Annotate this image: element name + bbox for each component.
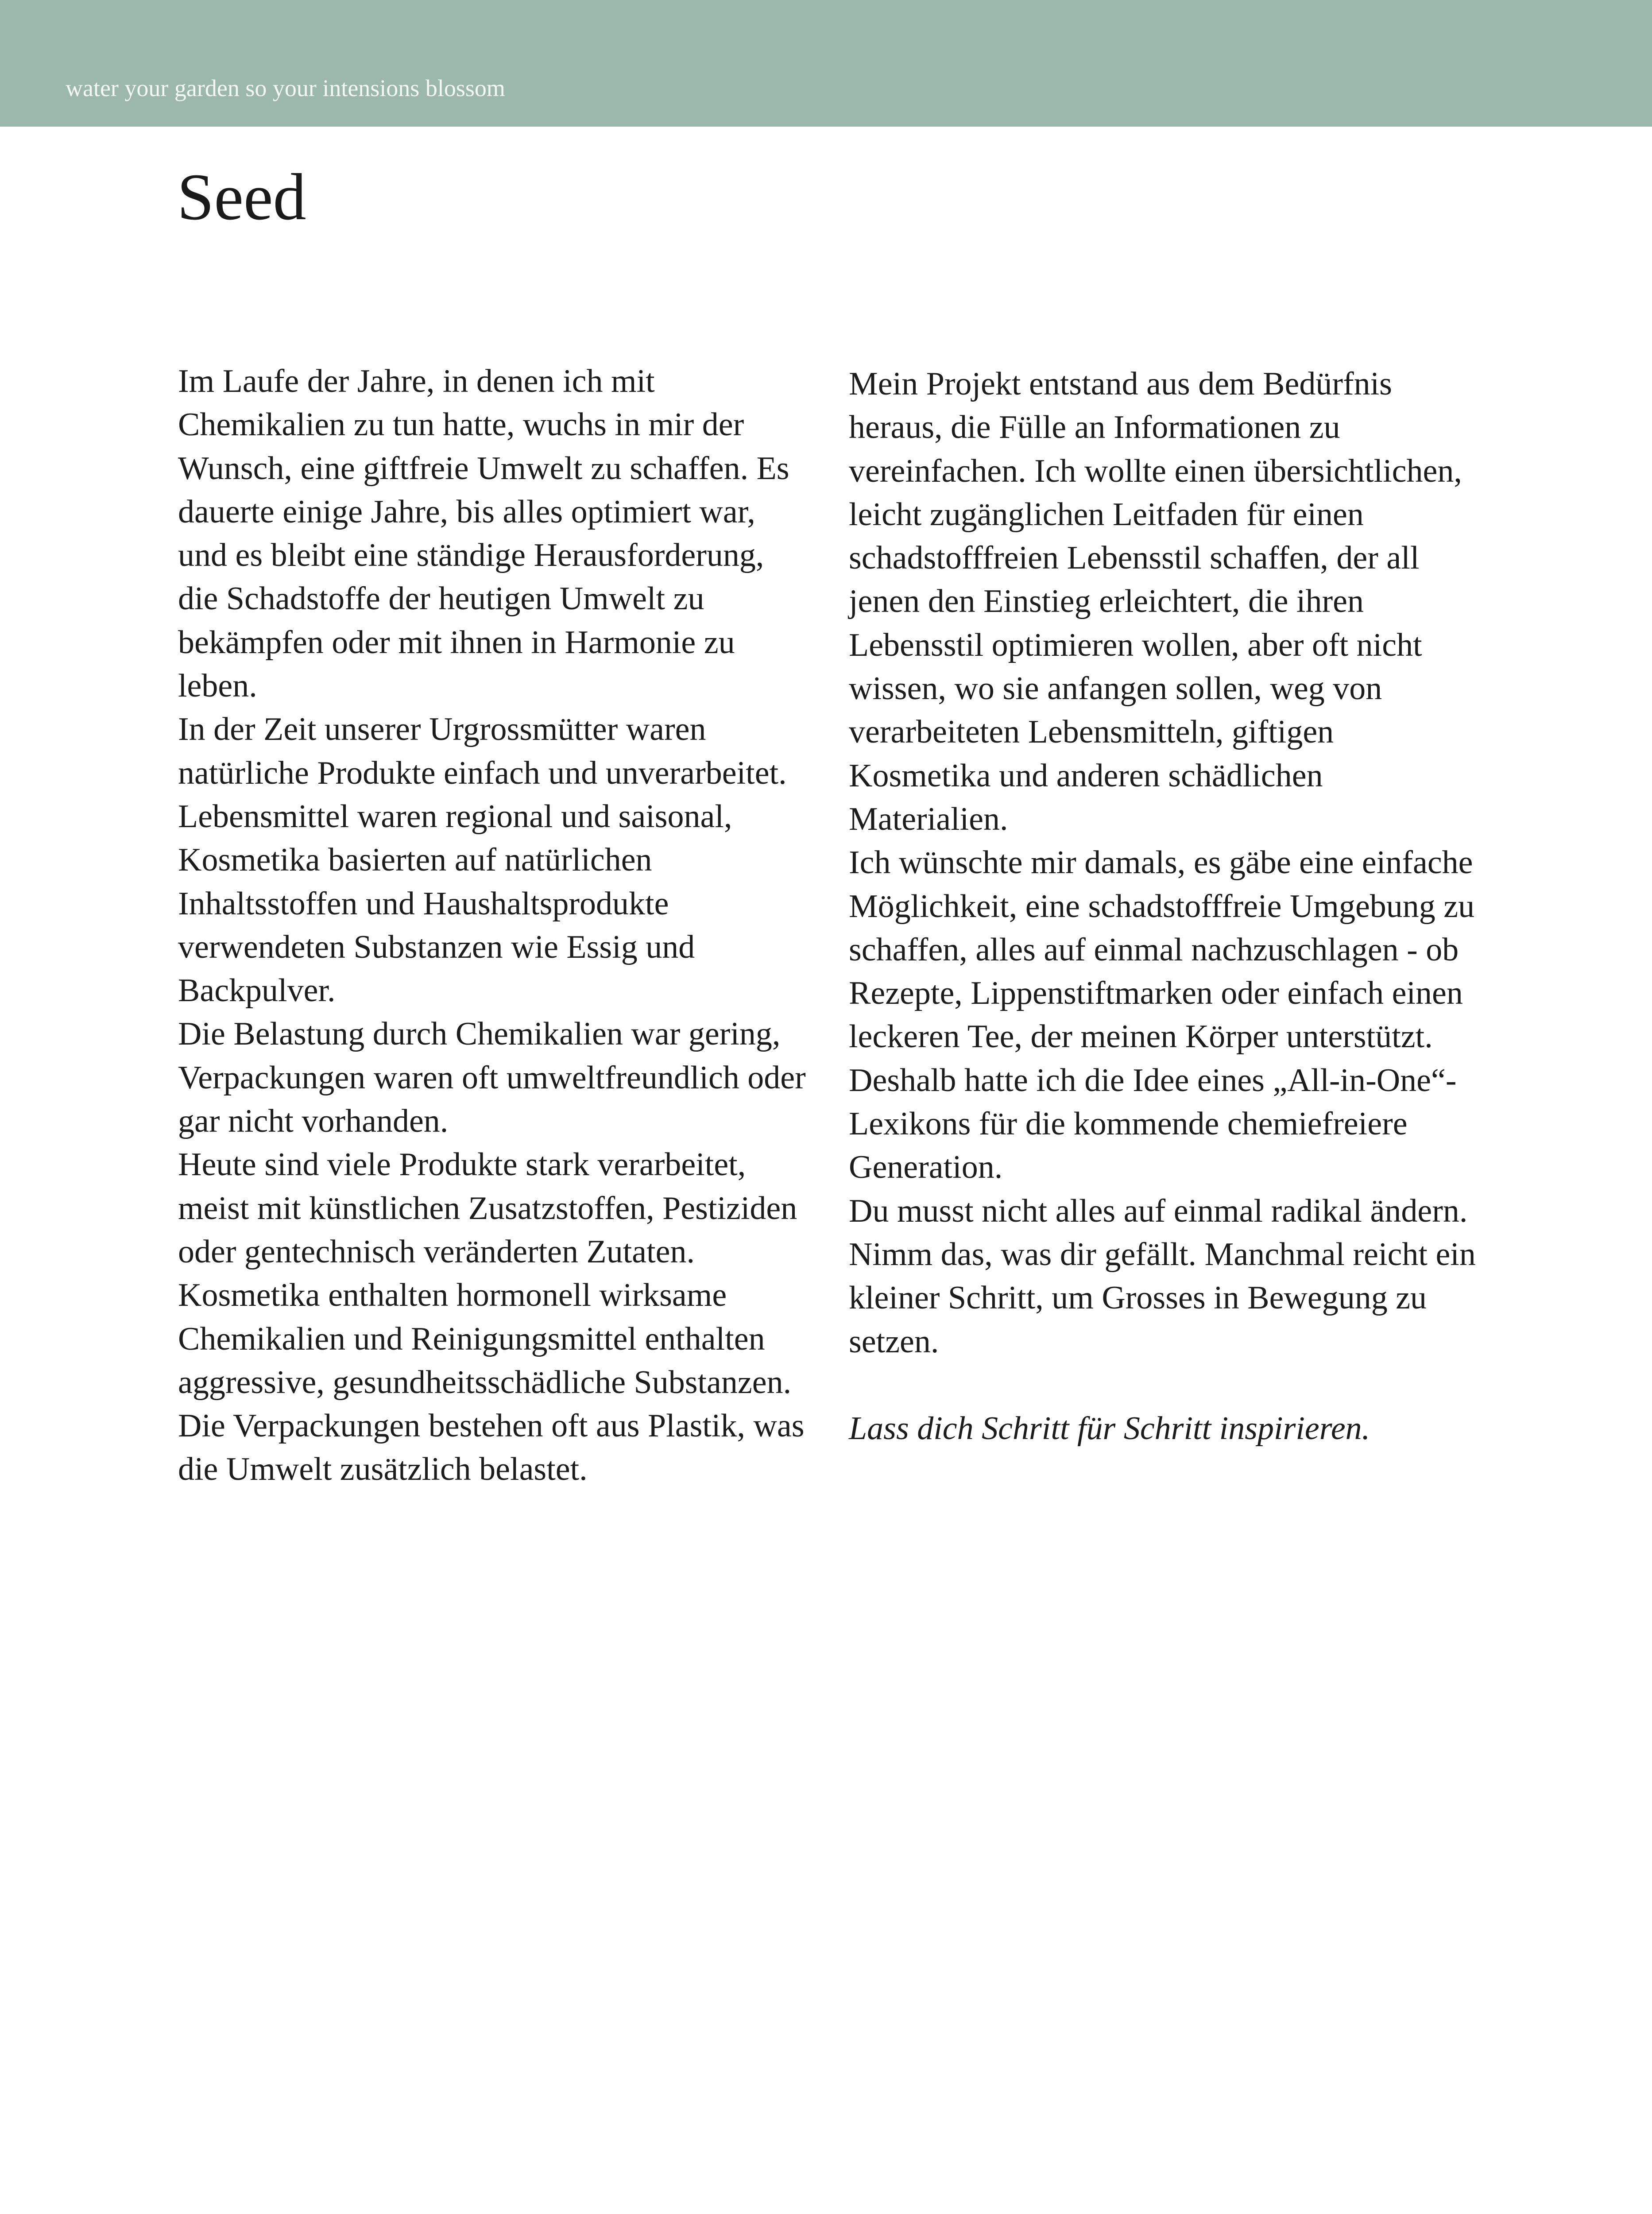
left-text-column — [178, 360, 811, 1491]
left-paragraph-2: In der Zeit unserer Urgrossmütter waren natürliche Produkte einfach und unverarbeitet. Lebensmittel waren regional und saisonal, Kosmetika basierten auf natürlichen Inhaltsstoffen und Haushaltsprodukte verwendeten Substanzen wie Essig und Backpulver. — [178, 711, 787, 1009]
page-title: Seed — [177, 160, 306, 234]
right-paragraph-5: Nimm das, was dir gefällt. Manchmal reicht ein kleiner Schritt, um Grosses in Bewegung zu setzen. — [849, 1236, 1476, 1360]
closing-line: Lass dich Schritt für Schritt inspirieren. — [849, 1410, 1370, 1447]
header-tagline: water your garden so your intensions blossom — [66, 75, 505, 101]
left-paragraph-4: Heute sind viele Produkte stark verarbeitet, meist mit künstlichen Zusatzstoffen, Pestiziden oder gentechnisch veränderten Zutaten. — [178, 1146, 797, 1270]
right-text-column — [849, 362, 1482, 1450]
right-paragraph-3: Deshalb hatte ich die Idee eines „All-in-One“-Lexikons für die kommende chemiefreiere Generation. — [849, 1062, 1457, 1186]
right-paragraph-1: Mein Projekt entstand aus dem Bedürfnis heraus, die Fülle an Informationen zu vereinfachen. Ich wollte einen übersichtlichen, leicht zugänglichen Leitfaden für einen schadstofffreien Lebensstil schaffen, der all jenen den Einstieg erleichtert, die ihren Lebensstil optimieren wollen, aber oft nicht wissen, wo sie anfangen sollen, weg von verarbeiteten Lebensmitteln, giftigen Kosmetika und anderen schädlichen Materialien. — [849, 366, 1462, 837]
right-paragraph-4: Du musst nicht alles auf einmal radikal ändern. — [849, 1192, 1468, 1229]
right-paragraph-2: Ich wünschte mir damals, es gäbe eine einfache Möglichkeit, eine schadstofffreie Umgebung zu schaffen, alles auf einmal nachzuschlagen - ob Rezepte, Lippenstiftmarken oder einfach einen leckeren Tee, der meinen Körper unterstützt. — [849, 844, 1475, 1055]
left-paragraph-3: Die Belastung durch Chemikalien war gering, Verpackungen waren oft umweltfreundlich oder gar nicht vorhanden. — [178, 1016, 806, 1140]
header-banner — [0, 0, 1652, 127]
left-paragraph-5: Kosmetika enthalten hormonell wirksame Chemikalien und Reinigungsmittel enthalten aggressive, gesundheitsschädliche Substanzen. Die Verpackungen bestehen oft aus Plastik, was die Umwelt zusätzlich belastet. — [178, 1277, 805, 1488]
left-paragraph-1: Im Laufe der Jahre, in denen ich mit Chemikalien zu tun hatte, wuchs in mir der Wunsch, eine giftfreie Umwelt zu schaffen. Es dauerte einige Jahre, bis alles optimiert war, und es bleibt eine ständige Herausforderung, die Schadstoffe der heutigen Umwelt zu bekämpfen oder mit ihnen in Harmonie zu leben. — [178, 363, 789, 704]
